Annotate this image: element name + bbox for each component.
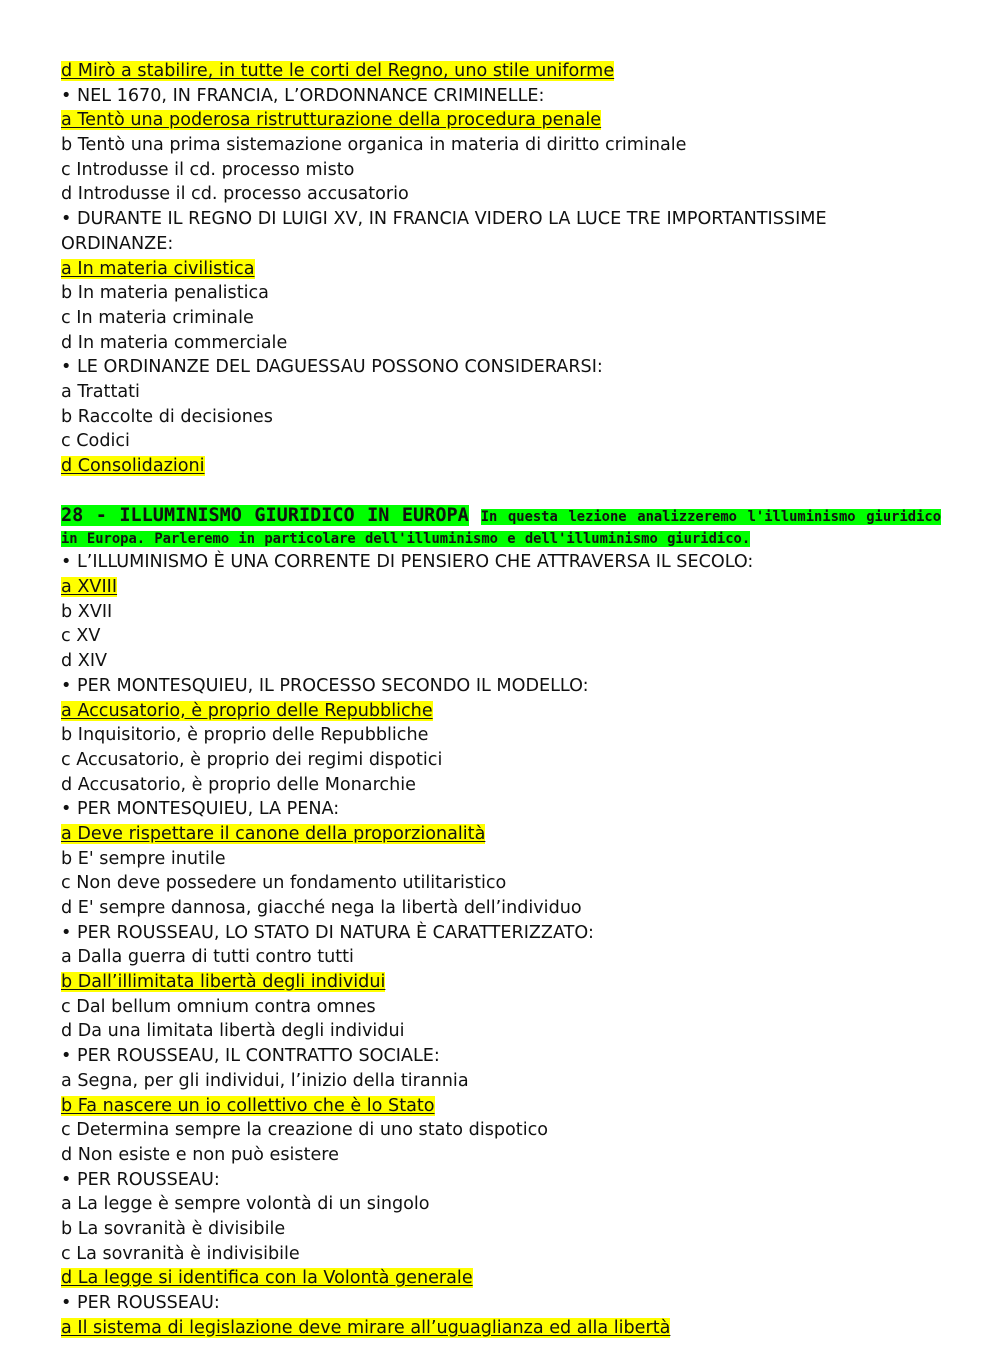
line-text: a Trattati [61, 381, 140, 402]
line-text: b Raccolte di decisiones [61, 406, 273, 427]
correct-answer-highlight: b Fa nascere un io collettivo che è lo Stato [61, 1095, 435, 1116]
answer-option [61, 822, 941, 847]
question-line [61, 797, 941, 822]
answer-option [61, 995, 941, 1020]
answer-option [61, 773, 941, 798]
answer-option [61, 649, 941, 674]
line-text: d Da una limitata libertà degli individui [61, 1021, 405, 1042]
answer-option [61, 575, 941, 600]
line-text: d Accusatorio, è proprio delle Monarchie [61, 774, 416, 795]
answer-option [61, 624, 941, 649]
line-text: c In materia criminale [61, 307, 254, 328]
answer-option [61, 699, 941, 724]
answer-option [61, 281, 941, 306]
answer-option [61, 108, 941, 133]
answer-option [61, 945, 941, 970]
line-text: d Non esiste e non può esistere [61, 1144, 339, 1165]
line-text: c Determina sempre la creazione di uno stato dispotico [61, 1120, 549, 1141]
line-text: • PER MONTESQUIEU, LA PENA: [61, 799, 340, 820]
line-text: c Accusatorio, è proprio dei regimi dispotici [61, 749, 443, 770]
line-text: a La legge è sempre volontà di un singolo [61, 1194, 430, 1215]
answer-option [61, 331, 941, 356]
section-description: In questa lezione analizzeremo l'illuminismo giuridico in Europa. Parleremo in particolare dell'illuminismo e dell'illuminismo giuridico. [61, 509, 941, 548]
answer-option [61, 847, 941, 872]
line-text: • NEL 1670, IN FRANCIA, L’ORDONNANCE CRIMINELLE: [61, 85, 545, 106]
answer-option [61, 1266, 941, 1291]
correct-answer-highlight: a XVIII [61, 577, 118, 598]
answer-option [61, 1143, 941, 1168]
correct-answer-highlight: a Il sistema di legislazione deve mirare all’uguaglianza ed alla libertà [61, 1317, 671, 1338]
answer-option [61, 257, 941, 282]
line-text: c Introdusse il cd. processo misto [61, 159, 355, 180]
answer-option [61, 405, 941, 430]
line-text: b La sovranità è divisibile [61, 1218, 286, 1239]
question-line [61, 550, 941, 575]
correct-answer-highlight: d Consolidazioni [61, 456, 205, 476]
correct-answer-highlight: a In materia civilistica [61, 258, 255, 279]
section-heading [61, 505, 941, 550]
line-text: • LE ORDINANZE DEL DAGUESSAU POSSONO CONSIDERARSI: [61, 357, 603, 378]
quiz-block-1 [61, 59, 941, 479]
question-line [61, 355, 941, 380]
correct-answer-highlight: a Accusatorio, è proprio delle Repubbliche [61, 700, 433, 721]
answer-option [61, 970, 941, 995]
line-text: • PER MONTESQUIEU, IL PROCESSO SECONDO IL MODELLO: [61, 675, 589, 696]
line-text: • DURANTE IL REGNO DI LUIGI XV, IN FRANCIA VIDERO LA LUCE TRE IMPORTANTISSIME [61, 209, 827, 230]
line-text: • PER ROUSSEAU, IL CONTRATTO SOCIALE: [61, 1046, 440, 1067]
correct-answer-highlight: d Mirò a stabilire, in tutte le corti del Regno, uno stile uniforme [61, 61, 615, 81]
answer-option [61, 600, 941, 625]
question-line [61, 207, 941, 232]
answer-option [61, 748, 941, 773]
question-line [61, 921, 941, 946]
answer-option [61, 896, 941, 921]
answer-option [61, 158, 941, 183]
answer-option [61, 871, 941, 896]
correct-answer-highlight: b Dall’illimitata libertà degli individui [61, 972, 386, 993]
question-line [61, 1168, 941, 1193]
answer-option [61, 133, 941, 158]
line-text: • PER ROUSSEAU: [61, 1293, 220, 1313]
document-page [61, 59, 941, 1340]
answer-option [61, 1242, 941, 1267]
quiz-block-2 [61, 550, 941, 1340]
line-text: c La sovranità è indivisibile [61, 1243, 300, 1264]
answer-option [61, 1217, 941, 1242]
answer-option [61, 232, 941, 257]
line-text: b In materia penalistica [61, 283, 269, 304]
answer-option [61, 306, 941, 331]
line-text: c Codici [61, 431, 130, 452]
line-text: d In materia commerciale [61, 332, 288, 353]
line-text: c Dal bellum omnium contra omnes [61, 996, 376, 1017]
answer-option [61, 723, 941, 748]
line-text: • PER ROUSSEAU: [61, 1169, 220, 1190]
line-text: c XV [61, 626, 101, 647]
answer-option [61, 1019, 941, 1044]
line-text: b Inquisitorio, è proprio delle Repubbliche [61, 725, 429, 746]
answer-option [61, 182, 941, 207]
line-text: b XVII [61, 601, 113, 622]
line-text: • L’ILLUMINISMO È UNA CORRENTE DI PENSIERO CHE ATTRAVERSA IL SECOLO: [61, 552, 754, 573]
line-text: c Non deve possedere un fondamento utilitaristico [61, 873, 507, 894]
line-text: a Segna, per gli individui, l’inizio della tirannia [61, 1070, 469, 1091]
line-text: b Tentò una prima sistemazione organica in materia di diritto criminale [61, 135, 687, 156]
section-title: 28 - ILLUMINISMO GIURIDICO IN EUROPA [61, 505, 469, 527]
question-line [61, 1044, 941, 1069]
answer-option [61, 454, 941, 479]
answer-option [61, 1069, 941, 1094]
question-line [61, 84, 941, 109]
line-text: d Introdusse il cd. processo accusatorio [61, 184, 409, 205]
line-text: d XIV [61, 651, 108, 672]
line-text: d E' sempre dannosa, giacché nega la libertà dell’individuo [61, 898, 582, 918]
answer-option [61, 1094, 941, 1119]
line-text: • PER ROUSSEAU, LO STATO DI NATURA È CARATTERIZZATO: [61, 922, 594, 943]
line-text: ORDINANZE: [61, 233, 174, 254]
question-line [61, 1291, 941, 1316]
correct-answer-highlight: d La legge si identifica con la Volontà generale [61, 1268, 473, 1289]
answer-option [61, 1118, 941, 1143]
line-text: b E' sempre inutile [61, 848, 226, 869]
blank-line [61, 479, 941, 504]
correct-answer-highlight: a Tentò una poderosa ristrutturazione della procedura penale [61, 110, 602, 131]
line-text: a Dalla guerra di tutti contro tutti [61, 947, 354, 968]
answer-option [61, 59, 941, 84]
correct-answer-highlight: a Deve rispettare il canone della proporzionalità [61, 823, 486, 844]
answer-option [61, 1192, 941, 1217]
answer-option [61, 380, 941, 405]
question-line [61, 674, 941, 699]
answer-option [61, 1316, 941, 1341]
answer-option [61, 429, 941, 454]
